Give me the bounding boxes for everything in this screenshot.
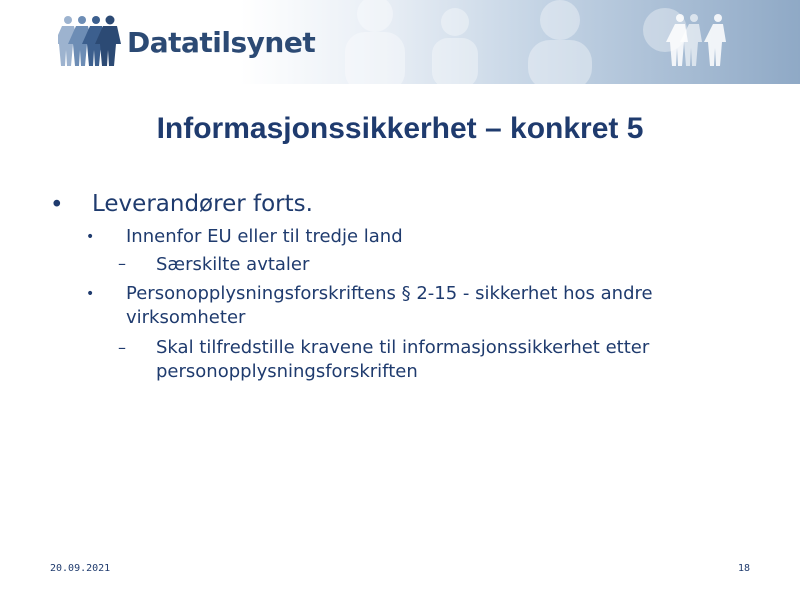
datatilsynet-logo-icon [58,14,122,68]
footer-page-number: 18 [737,563,750,574]
bullet-level2-text: Innenfor EU eller til tredje land [126,226,403,247]
dash-marker: – [118,254,126,273]
footer-date: 20.09.2021 [50,563,111,574]
header-banner [0,0,800,84]
bullet-level3-text: Særskilte avtaler [156,254,310,275]
bullet-marker: • [50,192,64,218]
bullet-level1-text: Leverandører forts. [92,191,313,217]
slide-title: Informasjonssikkerhet – konkret 5 [156,112,644,145]
dash-marker: – [118,338,126,357]
bullet-marker: • [86,286,95,302]
bullet-level3-text: Skal tilfredstille kravene til informasjonssikkerhet etter personopplysningsforskriften [156,337,650,382]
bullet-marker: • [86,229,95,245]
bullet-level2-text: Personopplysningsforskriftens § 2-15 - sikkerhet hos andre virksomheter [126,283,653,328]
logo-text: Datatilsynet [127,26,316,59]
